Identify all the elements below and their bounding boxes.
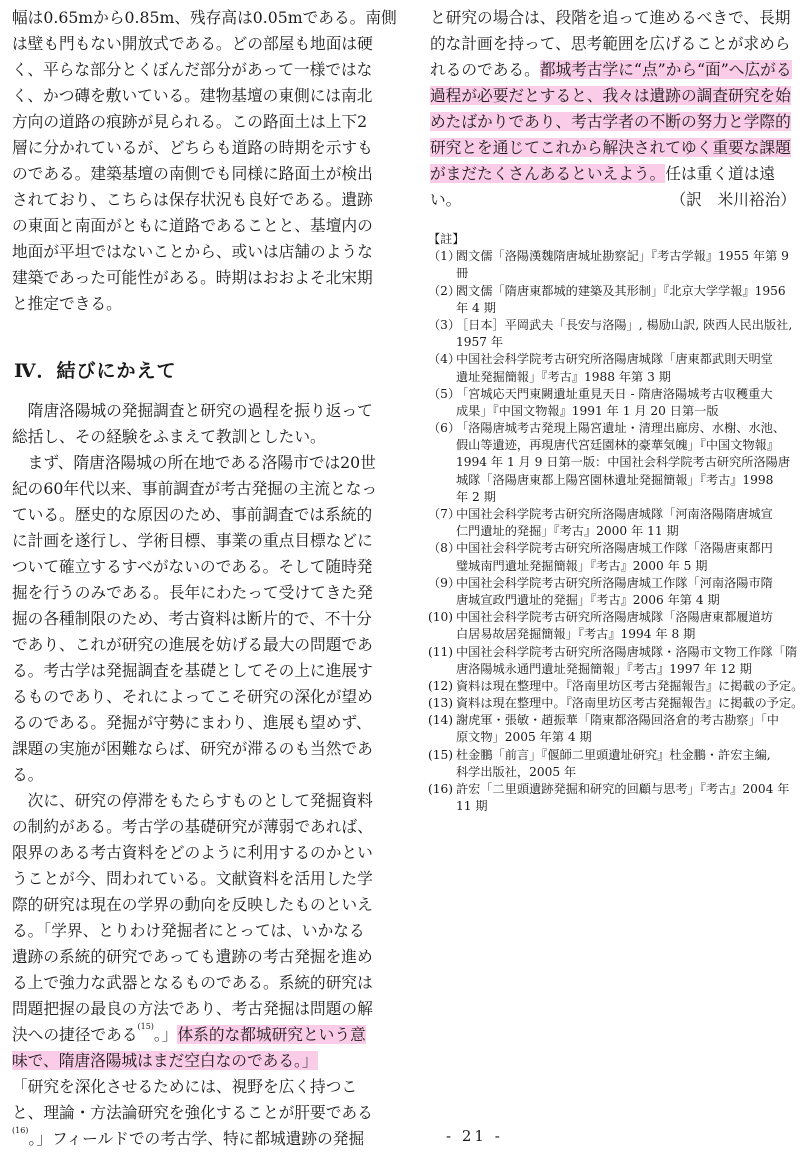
footnote-text-line: 11 期	[456, 799, 488, 814]
footnote-ref: (16)	[12, 1126, 29, 1135]
footnote-number: （7）	[428, 507, 461, 521]
footnote-text-line: 假山等遺迹，再現唐代宮廷園林的豪華気魄」『中国文物報』	[456, 438, 779, 453]
text-line: 幅は0.65mから0.85m、残存高は0.05mである。南側	[12, 8, 397, 27]
text-line: る上で強力な武器となるものである。系統的研究は	[12, 973, 373, 992]
footnote-number: (15)	[428, 747, 454, 762]
footnote-text-line: 閻文儒「洛陽漢魏隋唐城址勘察記」『考古学報』1955 年第 9	[456, 249, 789, 264]
footnote-text-line: 年 2 期	[456, 489, 496, 504]
text-line: であり、これが研究の進展を妨げる最大の問題であ	[12, 635, 373, 654]
text-line: されており、こちらは保存状況も良好である。遺跡	[12, 190, 373, 209]
footnotes-label: 【註】	[428, 232, 465, 246]
text-line: 総括し、その経験をふまえて教訓としたい。	[12, 427, 326, 446]
footnote-number: (10)	[428, 610, 454, 625]
highlighted-text: 味で、隋唐洛陽城はまだ空白なのである。」	[12, 1051, 318, 1070]
text-line: く、かつ磚を敷いている。建物基壇の東側には南北	[12, 86, 373, 105]
footnote-number: （2）	[428, 283, 461, 298]
highlighted-text: 都城考古学に“点”から“面”へ広がる	[539, 60, 792, 79]
text-segment: 。」	[153, 1025, 178, 1044]
footnote-item	[428, 644, 810, 678]
text-line	[430, 57, 808, 83]
text-line: るのである。発掘が守勢にまわり、進展も望めず、	[12, 713, 372, 732]
footnote-text-line: 閻文儒「隋唐東都城的建築及其形制」『北京大学学報』1956	[456, 283, 786, 298]
text-segment: 。」フィールドでの考古学、特に都城遺跡の発掘	[28, 1129, 365, 1148]
text-line: 遺跡の系統的研究であっても遺跡の考古発掘を進め	[12, 947, 373, 966]
footnote-list	[428, 248, 810, 815]
footnote-text-line: 科学出版社，2005 年	[456, 764, 577, 779]
footnote-text-line: 「洛陽唐城考古発現上陽宮遺址・清理出廊房、水榭、水池、	[456, 421, 786, 436]
footnote-text-line: 冊	[456, 266, 469, 281]
text-line: 次に、研究の停滞をもたらすものとして発掘資料	[12, 791, 373, 810]
text-line: と推定できる。	[12, 294, 122, 313]
text-line: 課題の実施が困難ならば、研究が滞るのも当然であ	[12, 739, 373, 758]
section-heading: Ⅳ．結びにかえて	[14, 360, 177, 382]
text-line: 問題把握の最良の方法であり、考古発掘は問題の解	[12, 999, 373, 1018]
text-line	[430, 161, 808, 187]
text-line: く、平らな部分とくぼんだ部分があって一様ではな	[12, 60, 373, 79]
text-segment: 決への捷径である	[12, 1025, 138, 1044]
text-line: に計画を遂行し、学術目標、事業の重点目標などに	[12, 531, 373, 550]
text-line	[430, 109, 808, 135]
footnote-item	[428, 609, 810, 643]
footnote-text-line: 成果」『中国文物報』1991 年 1 月 20 日第一版	[456, 403, 719, 418]
footnote-text-line: 許宏「二里頭遺跡発掘和研究的回顧与思考」『考古』2004 年	[456, 782, 790, 796]
text-line: る。「学界、とりわけ発掘者にとっては、いかなる	[12, 921, 365, 940]
text-line: 隋唐洛陽城の発掘調査と研究の過程を振り返って	[12, 401, 373, 420]
body-text-right	[430, 5, 808, 213]
text-segment: れるのである。	[430, 60, 540, 79]
footnote-number: （1）	[428, 249, 461, 264]
footnote-item	[428, 678, 810, 695]
footnote-text-line: 1957 年	[456, 335, 504, 350]
footnote-number: （4）	[428, 352, 461, 367]
footnote-text-line: 「宮城応天門東闕遺址重見天日 - 隋唐洛陽城考古収穫重大	[456, 386, 773, 401]
footnote-text-line: 資料は現在整理中。『洛南里坊区考古発掘報告』に掲載の予定。	[456, 678, 804, 693]
footnote-number: （3）	[428, 317, 461, 332]
footnote-text-line: 中国社会科学院考古研究所洛陽唐城工作隊「洛陽唐東都円	[456, 541, 773, 556]
text-line: 層に分かれているが、どちらも道路の時期を示すも	[12, 138, 373, 157]
footnote-text-line: 璧城南門遺址発掘簡報」『考古』2000 年 5 期	[456, 558, 708, 573]
highlighted-text: 体系的な都城研究という意	[177, 1025, 366, 1044]
footnote-item	[428, 506, 810, 540]
footnote-item	[428, 695, 810, 712]
footnote-text-line: 1994 年 1 月 9 日第一版：中国社会科学院考古研究所洛陽唐	[456, 455, 791, 470]
text-line: るものであり、それによってこそ研究の深化が望め	[12, 687, 373, 706]
text-line	[12, 1126, 396, 1152]
text-line	[12, 1048, 396, 1074]
footnotes	[428, 231, 810, 815]
footnote-item	[428, 248, 810, 282]
text-segment: 任は重く道は遠	[665, 164, 776, 183]
text-line: は壁も門もない開放式である。どの部屋も地面は硬	[12, 34, 373, 53]
text-line: る。	[12, 765, 44, 784]
footnote-number: （9）	[428, 575, 461, 590]
text-line: の東面と南面がともに道路であることと、基壇内の	[12, 216, 373, 235]
footnote-item	[428, 283, 810, 317]
footnote-text-line: ［日本］平岡武夫「長安与洛陽」, 楊励山訳, 陝西人民出版社,	[456, 317, 793, 332]
text-line: の制約がある。考古学の基礎研究が薄弱であれば、	[12, 817, 373, 836]
footnote-item	[428, 781, 810, 815]
text-line	[12, 1022, 396, 1048]
footnote-text-line: 中国社会科学院考古研究所洛陽唐城隊「唐東都武則天明堂	[456, 352, 773, 367]
footnote-text-line: 唐洛陽城永通門遺址発掘簡報」『考古』1997 年 12 期	[456, 661, 752, 676]
text-line: と研究の場合は、段階を追って進めるべきで、長期	[430, 8, 791, 27]
text-line: 限界のある考古資料をどのように利用するのかとい	[12, 843, 373, 862]
page-number: - 21 -	[446, 1127, 503, 1145]
text-line	[430, 135, 808, 161]
footnote-text-line: 中国社会科学院考古研究所洛陽唐城隊「河南洛陽隋唐城宣	[456, 507, 773, 521]
footnote-number: (11)	[428, 644, 454, 659]
text-line: ている。歴史的な原因のため、事前調査では系統的	[12, 505, 373, 524]
footnote-number: (12)	[428, 678, 454, 693]
text-line: る。考古学は発掘調査を基礎としてその上に進展す	[12, 661, 373, 680]
footnote-text-line: 中国社会科学院考古研究所洛陽唐城工作隊「河南洛陽市隋	[456, 575, 773, 590]
text-line: 「研究を深化させるためには、視野を広く持つこ	[12, 1077, 358, 1096]
footnote-text-line: 城隊「洛陽唐東都上陽宮園林遺址発掘簡報」『考古』1998	[456, 472, 774, 487]
footnote-number: (16)	[428, 782, 454, 796]
footnote-ref: (15)	[137, 1022, 154, 1031]
text-line: 際的研究は現在の学界の動向を反映したものといえ	[12, 895, 373, 914]
footnote-text-line: 資料は現在整理中。『洛南里坊区考古発掘報告』に掲載の予定。	[456, 696, 804, 711]
text-line	[430, 187, 808, 213]
text-line: うことが今、問われている。文献資料を活用した学	[12, 869, 373, 888]
text-line: 紀の60年代以来、事前調査が考古発掘の主流となっ	[12, 479, 378, 498]
footnote-text-line: 謝虎軍・張敏・趙振華「隋東都洛陽回洛倉的考古勘察」「中	[456, 713, 779, 728]
text-line: 掘の各種制限のため、考古資料は断片的で、不十分	[12, 609, 372, 628]
footnote-text-line: 遺址発掘簡報」『考古』1988 年第 3 期	[456, 369, 671, 384]
footnote-item	[428, 712, 810, 746]
body-text-left-top	[12, 5, 396, 317]
footnote-text-line: 原文物」2005 年第 4 期	[456, 730, 592, 745]
footnote-item	[428, 386, 810, 420]
footnote-item	[428, 575, 810, 609]
footnote-number: （5）	[428, 386, 461, 401]
text-line: 方向の道路の痕跡が見られる。この路面土は上下2	[12, 112, 368, 131]
footnote-item	[428, 540, 810, 574]
footnote-item	[428, 317, 810, 351]
footnote-number: (13)	[428, 696, 454, 711]
text-line: 地面が平坦ではないことから、或いは店舗のような	[12, 242, 373, 261]
footnote-number: （8）	[428, 541, 461, 556]
footnote-text-line: 年 4 期	[456, 300, 496, 315]
highlighted-text: めたばかりであり、考古学者の不断の努力と学際的	[430, 112, 791, 131]
text-line: のである。建築基壇の南側でも同様に路面土が検出	[12, 164, 373, 183]
footnote-item	[428, 351, 810, 385]
text-segment: い。	[430, 190, 462, 209]
translator-credit: （訳 米川裕治）	[670, 190, 796, 209]
footnote-number: （6）	[428, 421, 461, 436]
footnote-text-line: 中国社会科学院考古研究所洛陽唐城隊「洛陽唐東都履道坊	[456, 610, 773, 625]
footnote-text-line: 仁門遺址的発掘」『考古』2000 年 11 期	[456, 524, 679, 539]
footnote-text-line: 杜金鵬「前言」『偃師二里頭遺址研究』杜金鵬・許宏主編,	[456, 747, 771, 762]
text-line: 建築であった可能性がある。時期はおおよそ北宋期	[12, 268, 373, 287]
highlighted-text: 研究とを通じてこれから解決されてゆく重要な課題	[430, 138, 791, 157]
highlighted-text: 過程が必要だとすると、我々は遺跡の調査研究を始	[430, 86, 791, 105]
text-line: 的な計画を持って、思考範囲を広げることが求めら	[430, 34, 791, 53]
footnote-text-line: 白居易故居発掘簡報」『考古』1994 年 8 期	[456, 627, 696, 642]
footnote-text-line: 唐城宣政門遺址的発掘」『考古』2006 年第 4 期	[456, 592, 720, 607]
footnote-number: (14)	[428, 713, 454, 728]
text-line: 掘を行うのみである。長年にわたって受けてきた発	[12, 583, 373, 602]
text-line: まず、隋唐洛陽城の所在地である洛陽市では20世	[12, 453, 376, 472]
footnote-item	[428, 420, 810, 506]
text-line: と、理論・方法論研究を強化することが肝要である	[12, 1103, 373, 1122]
highlighted-text: がまだたくさんあるといえよう。	[430, 164, 666, 183]
text-line: ついて確立するすべがないのである。そして随時発	[12, 557, 373, 576]
footnote-item	[428, 747, 810, 781]
text-line	[430, 83, 808, 109]
body-text-left-bottom	[12, 398, 396, 1152]
footnote-text-line: 中国社会科学院考古研究所洛陽唐城隊・洛陽市文物工作隊「隋	[456, 644, 798, 659]
